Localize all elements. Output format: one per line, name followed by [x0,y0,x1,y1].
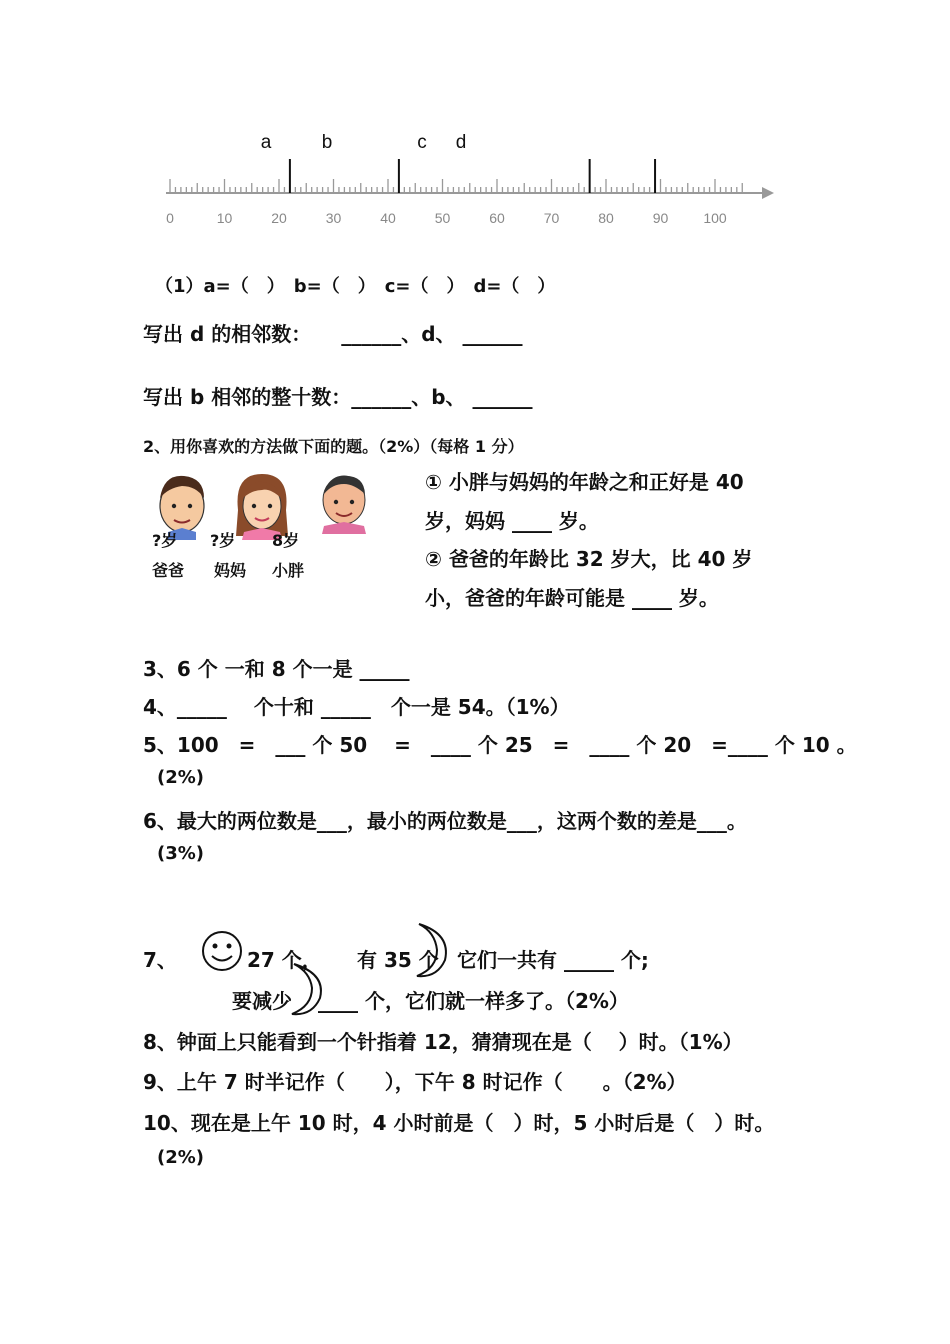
q10: 10、现在是上午 10 时，4 小时前是（ ）时，5 小时后是（ ）时。 [143,1111,775,1135]
q1-neighbors-d: 写出 d 的相邻数： ______、d、 ______ [143,322,523,346]
tick-label: 20 [271,210,287,226]
name-dad: 爸爸 [152,561,185,580]
q3: 3、6 个 一和 8 个一是 _____ [143,657,410,681]
q5: 5、100 = ___ 个 50 = ____ 个 25 = ____ 个 20 =____ 个 10 。 [143,733,857,757]
q10-score: (2%) [157,1147,205,1168]
q9: 9、上午 7 时半记作（ ），下午 8 时记作（ 。（2%） [143,1070,687,1094]
tick-label: 60 [489,210,505,226]
tick-label: 70 [543,210,560,226]
number-line [150,125,790,240]
q5-score: (2%) [157,767,205,788]
marker-label-a: a [260,132,272,153]
q2-part1-line1: ① 小胖与妈妈的年龄之和正好是 40 [425,470,744,494]
name-boy: 小胖 [272,561,305,580]
q8: 8、钟面上只能看到一个针指着 12，猜猜现在是（ ）时。（1%） [143,1030,743,1054]
q2-part2-line2: 小，爸爸的年龄可能是 ____ 岁。 [425,586,719,610]
tick-label: 90 [652,210,669,226]
q7-total: 它们一共有 _____ 个; [457,948,649,972]
marker-label-b: b [321,132,333,153]
q2-part2-line1: ② 爸爸的年龄比 32 岁大，比 40 岁 [425,547,753,571]
q7-reduce-label: 要减少 [232,989,292,1013]
q6: 6、最大的两位数是___，最小的两位数是___，这两个数的差是___。 [143,809,747,833]
q2-part1-line2: 岁，妈妈 ____ 岁。 [425,509,599,533]
q1-neighbors-b: 写出 b 相邻的整十数：______、b、 ______ [143,385,533,409]
age-boy: 8岁 [272,531,300,550]
q7-moon-count: 有 35 个 [357,948,439,972]
marker-label-c: c [417,132,427,153]
tick-label: 80 [598,210,614,226]
boy-face-icon [322,476,366,534]
tick-label: 40 [380,210,396,226]
q1-answer-line: （1）a=（ ） b=（ ） c=（ ） d=（ ） [155,276,556,297]
tick-label: 0 [166,210,174,226]
q7-reduce: ____ 个，它们就一样多了。（2%） [318,989,629,1013]
tick-label: 10 [216,210,233,226]
name-mom: 妈妈 [214,561,247,580]
axis-arrow-icon [762,187,774,199]
q6-score: (3%) [157,843,205,864]
tick-label: 50 [434,210,451,226]
family-illustration [150,470,390,540]
tick-label: 30 [325,210,342,226]
q2-title: 2、用你喜欢的方法做下面的题。（2%）（每格 1 分） [143,437,524,456]
age-mom: ?岁 [210,531,236,550]
q7-number: 7、 [143,948,177,972]
tick-label: 100 [703,210,727,226]
q4: 4、_____ 个十和 _____ 个一是 54。（1%） [143,695,570,719]
marker-label-d: d [455,132,467,153]
smiley-icon [200,930,246,972]
moon-icon [405,920,453,980]
age-dad: ?岁 [152,531,178,550]
q7-smiley-count: 27 个， [247,948,322,972]
